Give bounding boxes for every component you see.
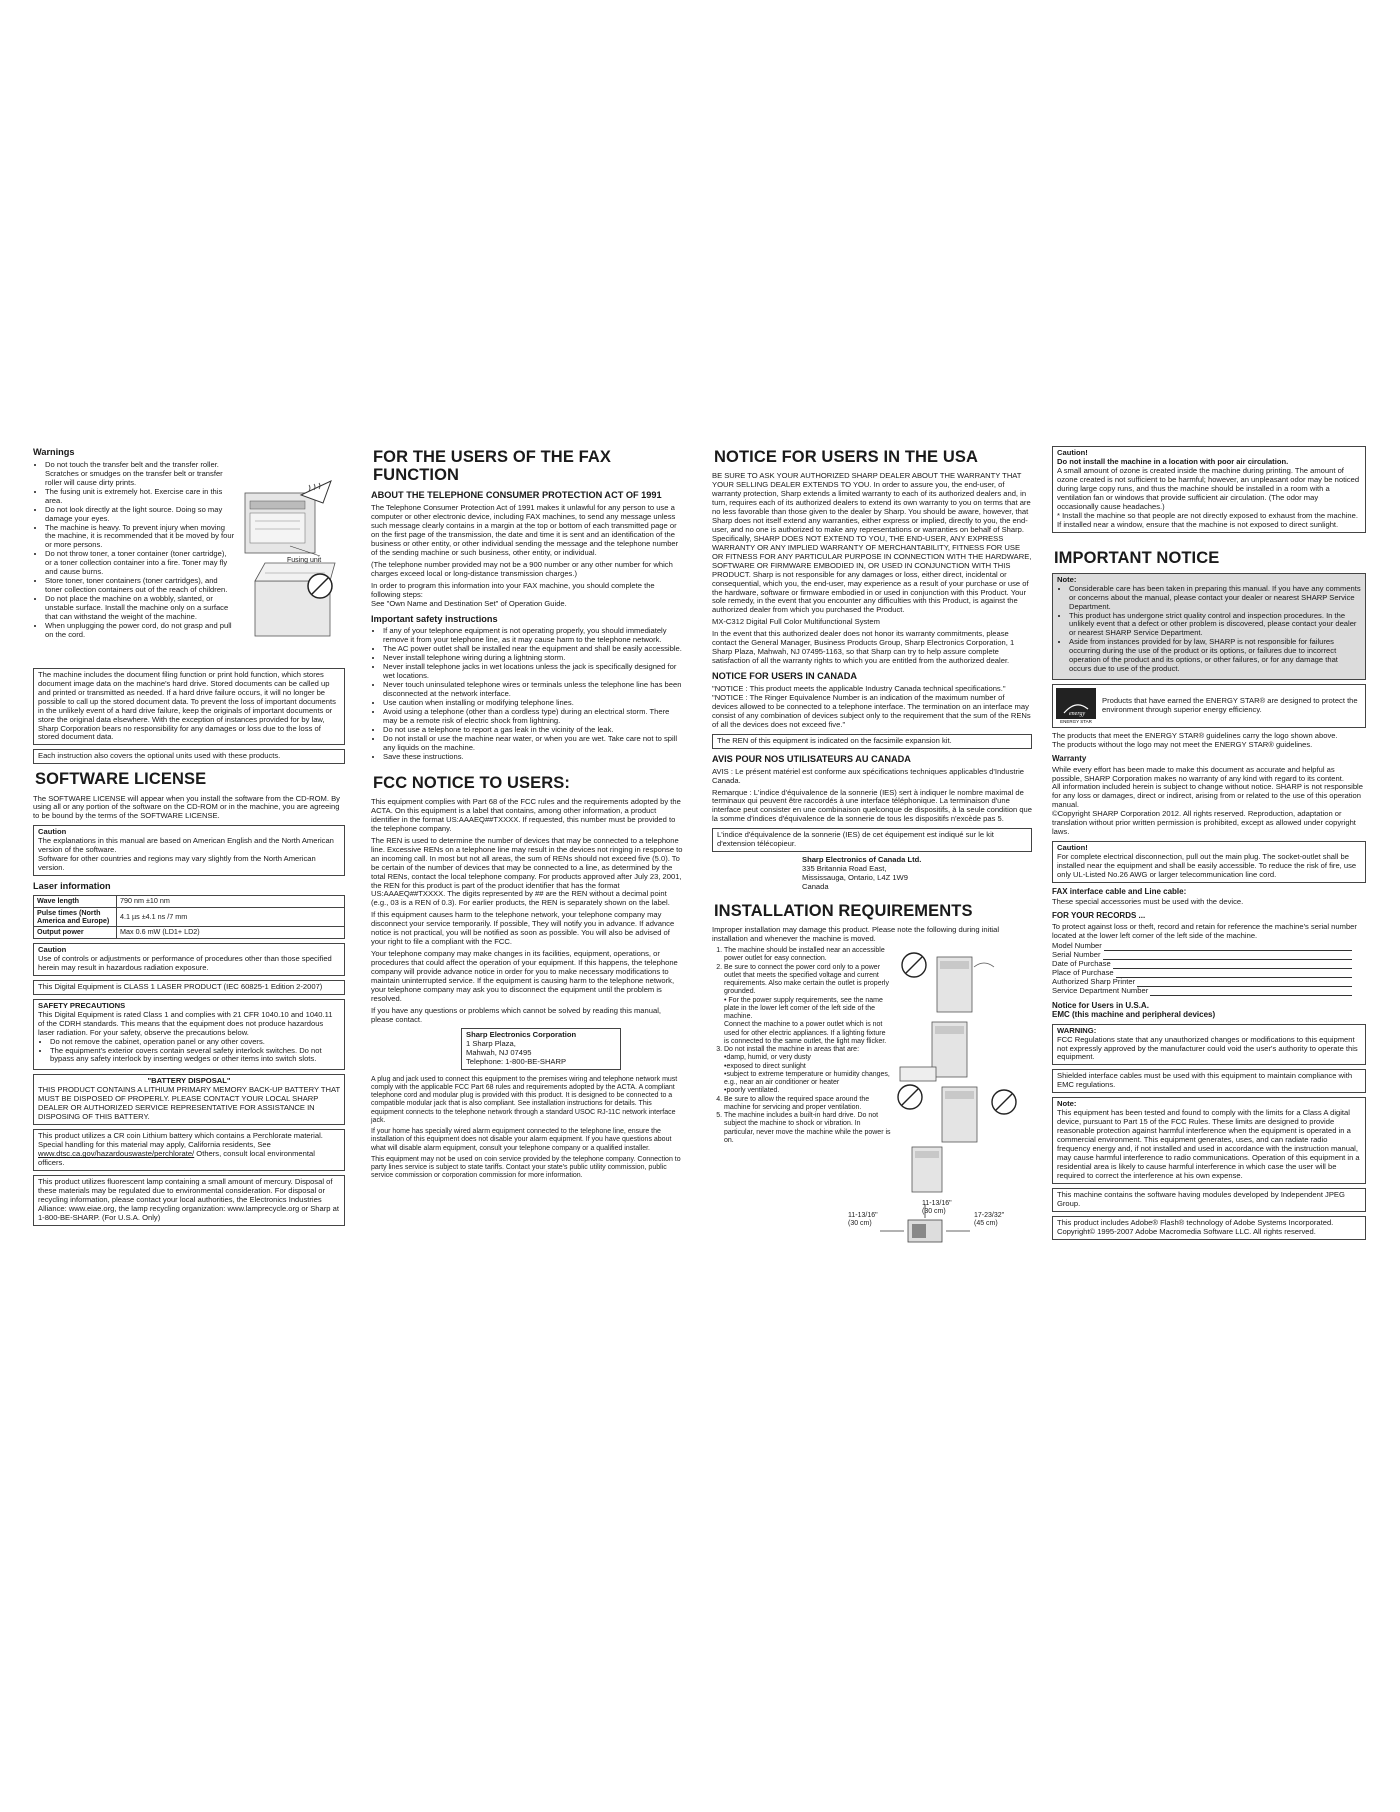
shielded-cable-box: Shielded interface cables must be used with this equipment to maintain compliance with EMC regulations. [1052, 1069, 1366, 1093]
safety-text: This Digital Equipment is rated Class 1 and complies with 21 CFR 1040.10 and 1040.11 of the CDRH standards. This means that the equipment does not produce hazardous laser radiation. For your safety, observe the precautions below. [38, 1009, 333, 1037]
installation-subitem: • For the power supply requirements, see the name plate in the lower left corner of the left side of the machine. [724, 996, 883, 1021]
software-license-title [33, 770, 345, 788]
fax-cable-title: FAX interface cable and Line cable: [1052, 886, 1187, 896]
record-field-label: Serial Number [1052, 949, 1101, 959]
record-field-label: Place of Purchase [1052, 967, 1114, 977]
warning-item: • Do not touch the transfer belt and the transfer roller. Scratches or smudges on the transfer belt or transfer roller will cause dirty prints. [45, 461, 235, 488]
battery-text: THIS PRODUCT CONTAINS A LITHIUM PRIMARY MEMORY BACK-UP BATTERY THAT MUST BE DISPOSED OF PROPERLY. PLEASE CONTACT YOUR LOCAL SHARP DEALER OR AUTHORIZED SERVICE REPRESENTATIVE FOR ASSISTANCE IN DISPOSING OF THIS BATTERY. [38, 1085, 340, 1122]
installation-item: 4. Be sure to allow the required space around the machine for servicing and proper ventilation. [724, 1096, 892, 1113]
record-field[interactable] [1052, 987, 1352, 996]
table-cell: Pulse times (North America and Europe) [34, 907, 117, 927]
installation-illustration [892, 947, 1032, 1197]
note-item: • Considerable care has been taken in preparing this manual. If you have any comments or concerns about the manual, please contact your dealer or nearest SHARP Service Department. [1069, 585, 1361, 612]
warning-item: • Do not look directly at the light source. Doing so may damage your eyes. [45, 506, 235, 524]
usa-notice-title-text: NOTICE FOR USERS IN THE USA [714, 448, 978, 466]
warranty-paragraph: ©Copyright SHARP Corporation 2012. All rights reserved. Reproduction, adaptation or translation without prior written permission is prohibited, except as allowed under copyright laws. [1052, 809, 1356, 837]
address-line: Mahwah, NJ 07495 [466, 1047, 532, 1057]
sharp-canada-address [802, 856, 1032, 892]
installation-item [724, 964, 892, 1047]
table-cell: 790 nm ±10 nm [117, 896, 345, 907]
canada-title: NOTICE FOR USERS IN CANADA [712, 671, 857, 682]
warning-item: • The machine is heavy. To prevent injury when moving the machine, it is recommended that it be moved by four or more persons. [45, 524, 235, 551]
tcpa-paragraph: (The telephone number provided may not be a 900 number or any other number for which charges exceed local or long-distance transmission charges.) [371, 559, 673, 578]
warranty-paragraph: All information included herein is subject to change without notice. SHARP is not responsible for any loss or damages, direct or indirect, arising from or related to the use of this operation manual. [1052, 782, 1363, 810]
ozone-caution-box [1052, 446, 1366, 533]
safety-instructions-title: Important safety instructions [371, 613, 498, 624]
caution-box-2 [33, 943, 345, 976]
perchlorate-link[interactable]: www.dtsc.ca.gov/hazardouswaste/perchlorate/ [38, 1149, 195, 1159]
installation-subitem-text: For the power supply requirements, see the name plate in the lower left corner of the left side of the machine. [724, 996, 883, 1021]
star-icon [1061, 699, 1091, 719]
lithium-box [33, 1129, 345, 1171]
usa-notice-title [712, 448, 1032, 466]
laser-info-title: Laser information [33, 881, 111, 892]
installation-subitem: Connect the machine to a power outlet which is not used for other electric appliances. If a lighting fixture is connected to the same outlet, the light may flicker. [724, 1021, 887, 1045]
address-line: Sharp Electronics of Canada Ltd. [802, 855, 922, 865]
caution-title: Caution! [1057, 843, 1088, 853]
flash-copyright: Copyright© 1995-2007 Adobe Macromedia Software LLC. All rights reserved. [1057, 1226, 1316, 1236]
column-1 [33, 442, 345, 1230]
fax-cable-text: These special accessories must be used with the device. [1052, 897, 1244, 907]
dim-top-cm: (30 cm) [922, 1208, 946, 1216]
installation-item-text: Do not install the machine in areas that are: [724, 1046, 860, 1054]
usa-users-title: Notice for Users in U.S.A. [1052, 1000, 1149, 1010]
canada-paragraph: "NOTICE : The Ringer Equivalence Number is an indication of the maximum number of devices allowed to be connected to a telephone interface. The termination on an interface may consist of any combination of devices subject only to the requirement that the sum of the RENs of all the devices does not exceed five." [712, 692, 1031, 729]
note-title: Note: [1057, 574, 1077, 584]
table-cell: 4.1 µs ±4.1 ns /7 mm [117, 907, 345, 927]
note-item: • This product has undergone strict quality control and inspection procedures. In the unlikely event that a defect or other problem is discovered, please contact your dealer or nearest SHARP Service Department. [1069, 612, 1361, 639]
fcc-paragraph: The REN is used to determine the number of devices that may be connected to a telephone line. Excessive RENs on a telephone line may result in the devices not ringing in response to an incoming call. In most but not all areas, the sum of RENs should not exceed five (5.0). To be certain of the number of devices that may be connected to a line, as determined by the total RENs, contact the local telephone company. For products approved after July 23, 2001, the REN for this product is part of the product identifier that has the format US:AAAEQ##TXXXX. The digits represented by ## are the REN without a decimal point (e.g., 03 is a REN of 0.3). For earlier products, the REN is separately shown on the label. [371, 835, 683, 908]
fcc-paragraph: If your home has specially wired alarm equipment connected to the telephone line, ensure the installation of this equipment does not disable your alarm equipment. If you have questions about what will disable alarm equipment, consult your telephone company or a qualified installer. [371, 1128, 672, 1152]
safety-precautions-box [33, 999, 345, 1071]
safety-item: • The equipment's exterior covers contain several safety interlock switches. Do not bypass any safety interlock by inserting wedges or other items into switch slots. [50, 1047, 340, 1065]
fcc-class-a-box [1052, 1097, 1366, 1184]
record-field-label: Authorized Sharp Printer [1052, 976, 1136, 986]
safety-item: • Do not remove the cabinet, operation panel or any other covers. [50, 1038, 340, 1047]
table-cell: Wave length [34, 896, 117, 907]
adobe-flash-box [1052, 1216, 1366, 1240]
installation-subitem-text: poorly ventilated. [726, 1087, 780, 1095]
address-line: Telephone: 1-800-BE-SHARP [466, 1056, 567, 1066]
tcpa-paragraph: In order to program this information into your FAX machine, you should complete the following steps: [371, 580, 655, 599]
address-line: Sharp Electronics Corporation [466, 1029, 577, 1039]
fusing-unit-label: Fusing unit [287, 556, 322, 564]
caution-title: Caution [38, 944, 67, 954]
jpeg-notice-box: This machine contains the software having modules developed by Independent JPEG Group. [1052, 1188, 1366, 1212]
lithium-text-end: Others, consult local environmental officers. [38, 1149, 315, 1168]
emc-title: EMC (this machine and peripheral devices) [1052, 1010, 1216, 1020]
safety-instruction: • Save these instructions. [383, 753, 683, 762]
warning-item: • The fusing unit is extremely hot. Exercise care in this area. [45, 488, 235, 506]
lithium-text: This product utilizes a CR coin Lithium battery which contains a Perchlorate material. Special handling for this material may apply, California residents, See [38, 1131, 323, 1150]
records-fields [1052, 942, 1352, 996]
energy-star-text: Products that have earned the ENERGY STAR® are designed to protect the environment through superior energy efficiency. [1102, 696, 1358, 715]
battery-title: "BATTERY DISPOSAL" [147, 1076, 231, 1086]
note-item: • Aside from instances provided for by law, SHARP is not responsible for failures occurring during the use of the product or its options, or failures due to incorrect operation of the product and its options, or other failures, or for any damage that occurs due to use of the product. [1069, 638, 1361, 674]
mercury-box: This product utilizes fluorescent lamp containing a small amount of mercury. Disposal of these materials may be regulated due to environmental consideration. For disposal or recycling information, please contact your local authorities, the Electronics Industries Alliance: www.eiae.org, the lamp recycling organization: www.lamprecycle.org or Sharp at 1-800-BE-SHARP. (For U.S.A. Only) [33, 1175, 345, 1226]
record-field-label: Date of Purchase [1052, 958, 1111, 968]
dim-left [848, 1212, 878, 1229]
warning-item: • Do not place the machine on a wobbly, slanted, or unstable surface. Install the machine only on a surface that can withstand the weight of the machine. [45, 595, 235, 622]
fcc-paragraph: If this equipment causes harm to the telephone network, your telephone company may disconnect your service temporarily. If possible, They will notify you in advance. If advance notice is not practical, you will be notified as soon as possible. You will also be advised of your right to file a compliant with the FCC. [371, 910, 675, 947]
safety-instruction: • Do not use a telephone to report a gas leak in the vicinity of the leak. [383, 726, 683, 735]
column-4 [1052, 442, 1366, 1244]
safety-instructions-list [371, 627, 683, 761]
canada-ren-box: The REN of this equipment is indicated on the facsimile expansion kit. [712, 734, 1032, 749]
safety-instruction: • Never install telephone jacks in wet locations unless the jack is specifically designed for wet locations. [383, 663, 683, 681]
energy-star-box [1052, 684, 1366, 728]
warranty-paragraph: While every effort has been made to make this document as accurate and helpful as possible, SHARP Corporation makes no warranty of any kind with regard to its content. [1052, 764, 1344, 783]
important-note-box [1052, 573, 1366, 680]
address-line: 1 Sharp Plaza, [466, 1038, 516, 1048]
fcc-paragraph: If you have any questions or problems which cannot be solved by reading this manual, please contact. [371, 1005, 661, 1024]
warning-text: FCC Regulations state that any unauthorized changes or modifications to this equipment not expressly approved by the manufacturer could void the user's authority to operate this equipment. [1057, 1034, 1358, 1062]
fcc-paragraph: This equipment complies with Part 68 of the FCC rules and the requirements adopted by the ACTA. On this equipment is a label that contains, among other information, a product identifier in the format US:AAAEQ##TXXXX. If requested, this number must be provided to the telephone company. [371, 796, 681, 833]
installation-list [712, 947, 892, 1197]
dim-top [922, 1200, 952, 1217]
note-title: Note: [1057, 1099, 1077, 1109]
battery-disposal-box [33, 1074, 345, 1125]
caution-note: * Install the machine so that people are not directly exposed to exhaust from the machine. If installed near a window, ensure that the machine is not exposed to direct sunlight. [1057, 510, 1358, 529]
dim-left-cm: (30 cm) [848, 1220, 872, 1228]
filing-notice-box: The machine includes the document filing function or print hold function, which stores document image data on the machine's hard drive. Stored documents can be called up and printed or transmitted as needed. If a hard drive failure occurs, it will no longer be possible to call up the stored document data. To prevent the loss of important documents in the unlikely event of a hard drive failure, keep the originals of important documents or store the original data elsewhere. With the exception of instances provided for by law, Sharp Corporation bears no responsibility for any damages or loss due to the loss of stored document data. [33, 668, 345, 746]
address-line: Mississauga, Ontario, L4Z 1W9 [802, 873, 908, 883]
installation-title-text: INSTALLATION REQUIREMENTS [714, 902, 973, 921]
fcc-paragraph: A plug and jack used to connect this equipment to the premises wiring and telephone network must comply with the applicable FCC Part 68 rules and requirements adopted by the ACTA. A compliant telephone cord and modular plug is provided with this product. It is designed to be connected to a compatible modular jack that is also compliant. See installation instructions for details. This equipment connects to the telephone network through a standard USOC RJ-11C network interface jack. [371, 1075, 678, 1124]
safety-instruction: • Use caution when installing or modifying telephone lines. [383, 699, 683, 708]
tcpa-title: ABOUT THE TELEPHONE CONSUMER PROTECTION ACT OF 1991 [371, 490, 662, 501]
installation-subitem: •damp, humid, or very dusty [724, 1054, 811, 1062]
safety-instruction: • Avoid using a telephone (other than a cordless type) during an electrical storm. There may be a remote risk of electric shock from lightning. [383, 708, 683, 726]
warnings-title: Warnings [33, 447, 75, 457]
warning-figures [235, 461, 345, 664]
software-license-title-text: SOFTWARE LICENSE [35, 770, 207, 789]
safety-instruction: • The AC power outlet shall be installed near the equipment and shall be easily accessible. [383, 645, 683, 654]
installation-figures [892, 947, 1032, 1200]
space-requirements-diagram [712, 1200, 1032, 1246]
warranty-title: Warranty [1052, 754, 1087, 764]
dim-top-inch: 11-13/16" [922, 1200, 952, 1208]
caution-text: Software for other countries and regions may vary slightly from the North American version. [38, 854, 316, 873]
installation-intro: Improper installation may damage this product. Please note the following during initial installation and whenever the machine is moved. [712, 925, 1000, 944]
sharp-usa-address [461, 1028, 621, 1070]
installation-item-text: Be sure to connect the power cord only to a power outlet that meets the specified voltage and current requirements. Also make certain the outlet is properly grounded. [724, 963, 889, 996]
records-text: To protect against loss or theft, record and retain for reference the machine's serial number located at the lower left corner of the left side of the machine. [1052, 921, 1357, 940]
energy-star-paragraph: The products that meet the ENERGY STAR® guidelines carry the logo shown above. [1052, 731, 1338, 741]
record-field-label: Service Department Number [1052, 985, 1149, 995]
canada-paragraph: "NOTICE : This product meets the applicable Industry Canada technical specifications." [712, 684, 1006, 694]
avis-paragraph: AVIS : Le présent matériel est conforme aux spécifications techniques applicables d'Industrie Canada. [712, 766, 1024, 785]
warning-item: • Do not throw toner, a toner container (toner cartridge), or a toner collection container into a fire. Toner may fly and cause burns. [45, 550, 235, 577]
caution-box-1 [33, 825, 345, 876]
avis-ies-box: L'indice d'équivalence de la sonnerie (IES) de cet équipement est indiqué sur le kit d'extension télécopieur. [712, 828, 1032, 852]
safety-instruction: • Never touch uninsulated telephone wires or terminals unless the telephone line has been disconnected at the network interface. [383, 681, 683, 699]
dim-right [974, 1212, 1004, 1229]
installation-subitem: •poorly ventilated. [724, 1087, 780, 1095]
caution-text: Use of controls or adjustments or performance of procedures other than those specified herein may result in hazardous radiation exposure. [38, 953, 332, 972]
tcpa-paragraph: See "Own Name and Destination Set" of Operation Guide. [371, 598, 567, 608]
caution-title: Caution! [1057, 448, 1088, 457]
address-line: 335 Britannia Road East, [802, 864, 887, 874]
fax-function-title-text: FOR THE USERS OF THE FAX FUNCTION [373, 448, 612, 485]
table-row [34, 896, 345, 907]
table-cell: Max 0.6 mW (LD1+ LD2) [117, 927, 345, 938]
usa-paragraph: BE SURE TO ASK YOUR AUTHORIZED SHARP DEALER ABOUT THE WARRANTY THAT YOUR SELLING DEALER EXTENDS TO YOU. In order to assure you, the end-user, of warranty protection, Sharp extends a limited warranty to each of its authorized dealers and, in turn, requires each of its authorized dealers to extend its own warranty to you on terms that are no less favorable than those given to the dealer by Sharp. You should be aware, however, that Sharp does not itself extend any warranties, either express or implied, directly to you, the end-user, and no one is authorized to make any representations or warranties on behalf of Sharp. Specifically, SHARP DOES NOT EXTEND TO YOU, THE END-USER, ANY EXPRESS WARRANTY OR ANY IMPLIED WARRANTY OF MERCHANTABILITY, FITNESS FOR USE OR FITNESS FOR ANY PARTICULAR PURPOSE IN CONNECTION WITH THE HARDWARE, SOFTWARE OR FIRMWARE EMBODIED IN, OR USED IN CONJUNCTION WITH THIS PRODUCT. Sharp is not responsible for any damages or loss, either direct, incidental or consequential, which you, the end-user, may experience as a result of your purchase or use of the hardware, software or firmware embodied in or used in conjunction with this Product. Your sole remedy, in the event that you encounter any difficulties with this Product, is against the authorized dealer from which you purchased the Product. [712, 471, 1032, 615]
class1-laser-box: This Digital Equipment is CLASS 1 LASER PRODUCT (IEC 60825-1 Edition 2-2007) [33, 980, 345, 995]
fax-function-title [371, 448, 683, 484]
energy-star-logo-text: ENERGY STAR [1056, 719, 1096, 724]
dim-left-inch: 11-13/16" [848, 1212, 878, 1220]
safety-instruction: • Never install telephone wiring during a lightning storm. [383, 654, 683, 663]
energy-star-paragraph: The products without the logo may not meet the ENERGY STAR® guidelines. [1052, 740, 1313, 750]
fcc-paragraph: This equipment may not be used on coin service provided by the telephone company. Connection to party lines service is subject to state tariffs. Contact your state's public utility commission, public service commission or corporation commission for more information. [371, 1155, 681, 1180]
installation-subitem-text: exposed to direct sunlight [726, 1062, 806, 1070]
safety-instruction: • Do not install or use the machine near water, or when you are wet. Take care not to spill any liquids on the machine. [383, 735, 683, 753]
energy-star-logo [1056, 688, 1096, 724]
caution-title: Caution [38, 827, 67, 837]
note-text: This equipment has been tested and found to comply with the limits for a Class A digital device, pursuant to Part 15 of the FCC Rules. These limits are designed to provide reasonable protection against harmful interference when the equipment is operated in a commercial environment. This equipment generates, uses, and can radiate radio frequency energy and, if not installed and used in accordance with the instruction manual, may cause harmful interference to radio communications. Operation of this equipment in a residential area is likely to cause harmful interference in which case the user will be required to correct the interference at his own expense. [1057, 1108, 1360, 1180]
avis-paragraph: Remarque : L'indice d'équivalence de la sonnerie (IES) sert à indiquer le nombre maximal de terminaux qui peuvent être raccordés à une interface téléphonique. La terminaison d'une interface peut consister en une combinaison quelconque de dispositifs, à la seule condition que la somme d'indices d'équivalence de la sonnerie de tous les dispositifs n'excède pas 5. [712, 787, 1032, 824]
caution-text: The explanations in this manual are based on American English and the North American version of the software. [38, 836, 334, 855]
dim-right-inch: 17-23/32" [974, 1212, 1005, 1220]
installation-subitem-text: damp, humid, or very dusty [726, 1054, 811, 1062]
records-title: FOR YOUR RECORDS ... [1052, 911, 1146, 921]
caution-text: For complete electrical disconnection, pull out the main plug. The socket-outlet shall be installed near the equipment and shall be easily accessible. To reduce the risk of fire, use only UL-Listed No.26 AWG or larger telecommunication line cord. [1057, 852, 1357, 880]
table-row [34, 907, 345, 927]
fcc-paragraph: Your telephone company may make changes in its facilities, equipment, operations, or procedures that could affect the operation of your equipment. If this happens, the telephone company will provide advance notice in order for you to make necessary modifications to maintain uninterrupted service. If the equipment is causing harm to the telephone network, your telephone company may ask you to disconnect the equipment until the problem is resolved. [371, 949, 678, 1003]
tcpa-paragraph: The Telephone Consumer Protection Act of 1991 makes it unlawful for any person to use a computer or other electronic device, including FAX machines, to send any message unless such message clearly contains in a margin at the top or bottom of each transmitted page or on the first page of the transmission, the date and time it is sent and an identification of the business or other entity, or other individual sending the message and the telephone number of the sending machine or such business, other entity, or individual. [371, 503, 679, 557]
address-line: Canada [802, 882, 829, 892]
warning-item: • When unplugging the power cord, do not grasp and pull on the cord. [45, 622, 235, 640]
svg-text:energy: energy [1069, 710, 1086, 717]
installation-item: 5. The machine includes a built-in hard drive. Do not subject the machine to shock or vibration. In particular, never move the machine while the power is on. [724, 1112, 892, 1145]
installation-title [712, 902, 1032, 920]
warning-title: WARNING: [1057, 1025, 1097, 1035]
installation-item [724, 1046, 892, 1096]
dim-right-cm: (45 cm) [974, 1220, 998, 1228]
usa-paragraph: MX-C312 Digital Full Color Multifunctional System [712, 617, 880, 627]
warnings-list [33, 461, 235, 661]
table-row [34, 927, 345, 938]
laser-info-table [33, 895, 345, 939]
installation-subitem: •exposed to direct sunlight [724, 1062, 806, 1070]
column-2 [371, 442, 683, 1184]
disconnect-caution-box [1052, 841, 1366, 883]
avis-title: AVIS POUR NOS UTILISATEURS AU CANADA [712, 753, 911, 764]
safety-title: SAFETY PRECAUTIONS [38, 1000, 126, 1010]
caution-text: A small amount of ozone is created inside the machine during printing. The amount of ozone created is not sufficient to be harmful; however, an unpleasant odor may be noticed during large copy runs, and thus the machine should be installed in a room with a ventilation fan or windows that provide sufficient air circulation. (The odor may occasionally cause headaches.) [1057, 465, 1360, 511]
fcc-notice-title-text: FCC NOTICE TO USERS: [373, 773, 570, 792]
warning-box [1052, 1024, 1366, 1066]
installation-subitem: •subject to extreme temperature or humidity changes, e.g., near an air conditioner or heater [724, 1070, 890, 1087]
important-notice-title-text: IMPORTANT NOTICE [1054, 548, 1220, 567]
optional-units-box: Each instruction also covers the optional units used with these products. [33, 749, 345, 764]
record-field-label: Model Number [1052, 940, 1102, 950]
software-license-text: The SOFTWARE LICENSE will appear when you install the software from the CD-ROM. By using all or any portion of the software on the CD-ROM or in the machine, you are agreeing to be bound by the terms of the SOFTWARE LICENSE. [33, 793, 340, 821]
usa-paragraph: In the event that this authorized dealer does not honor its warranty commitments, please contact the General Manager, Business Products Group, Sharp Electronics Corporation, 1 Sharp Plaza, Mahwah, NJ 07495-1163, so that Sharp can try to help assure complete satisfaction of all the warranty rights to which you are entitled from the authorized dealer. [712, 629, 1015, 666]
fcc-notice-title [371, 774, 683, 792]
table-cell: Output power [34, 927, 117, 938]
flash-text: This product includes Adobe® Flash® technology of Adobe Systems Incorporated. [1057, 1217, 1334, 1227]
important-notice-title [1052, 549, 1366, 567]
warning-item: • Store toner, toner containers (toner cartridges), and toner collection containers out of the reach of children. [45, 577, 235, 595]
caution-heading: Do not install the machine in a location with poor air circulation. [1057, 456, 1289, 466]
installation-subitem-text: subject to extreme temperature or humidity changes, e.g., near an air conditioner or heater [724, 1070, 890, 1087]
installation-item: 1. The machine should be installed near an accessible power outlet for easy connection. [724, 947, 892, 964]
safety-instruction: • If any of your telephone equipment is not operating properly, you should immediately remove it from your telephone line, as it may cause harm to the telephone network. [383, 627, 683, 645]
column-3 [712, 442, 1032, 1246]
